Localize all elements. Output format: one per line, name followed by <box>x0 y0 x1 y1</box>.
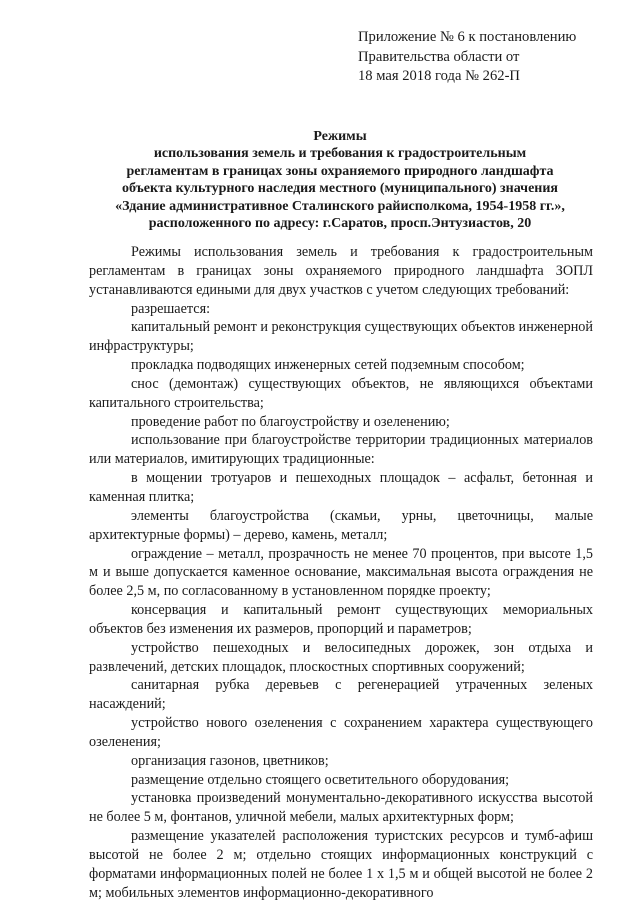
list-item: в мощении тротуаров и пешеходных площадок – асфальт, бетонная и каменная плитка; <box>89 470 593 505</box>
list-item: установка произведений монументально-декоративного искусства высотой не более 5 м, фонтанов, уличной мебели, малых архитектурных форм; <box>89 790 593 826</box>
heading-line-1: использования земель и требования к градостроительным <box>153 146 527 162</box>
list-item: организация газонов, цветников; <box>131 752 329 769</box>
permitted-label: разрешается: <box>131 300 211 317</box>
list-item: санитарная рубка деревьев с регенерацией утраченных зеленых насаждений; <box>89 677 593 713</box>
list-item: устройство нового озеленения с сохранением характера существующего озеленения; <box>89 715 593 750</box>
list-item: элементы благоустройства (скамьи, урны, цветочницы, малые архитектурные формы) – дерево, камень, металл; <box>89 507 593 543</box>
document-body <box>89 243 593 903</box>
appendix-line-1: Приложение № 6 к постановлению <box>358 29 577 45</box>
list-item: проведение работ по благоустройству и озеленению; <box>131 413 450 430</box>
list-item: капитальный ремонт и реконструкция существующих объектов инженерной инфраструктуры; <box>89 319 593 355</box>
heading-line-2: регламентам в границах зоны охраняемого природного ландшафта <box>126 163 554 179</box>
appendix-line-2: Правительства области от <box>358 48 520 65</box>
list-item: снос (демонтаж) существующих объектов, не являющихся объектами капитального строительства; <box>89 375 593 411</box>
list-item: прокладка подводящих инженерных сетей подземным способом; <box>131 357 525 374</box>
appendix-line-3: 18 мая 2018 года № 262-П <box>358 68 520 84</box>
intro-paragraph: Режимы использования земель и требования к градостроительным регламентам в границах зоны охраняемого природного ландшафта ЗОПЛ устанавливаются едиными для двух участков с учетом следующих требований: <box>89 244 593 298</box>
list-item: консервация и капитальный ремонт существующих мемориальных объектов без изменения их размеров, пропорций и параметров; <box>89 602 593 637</box>
list-item: устройство пешеходных и велосипедных дорожек, зон отдыха и развлечений, детских площадок, плоскостных спортивных сооружений; <box>89 639 593 675</box>
list-item: размещение отдельно стоящего осветительного оборудования; <box>131 771 510 788</box>
heading-line-5: расположенного по адресу: г.Саратов, просп.Энтузиастов, 20 <box>148 216 532 232</box>
document-heading <box>80 128 600 232</box>
list-item: использование при благоустройстве территории традиционных материалов или материалов, имитирующих традиционные: <box>89 432 593 468</box>
heading-line-4: «Здание административное Сталинского райисполкома, 1954-1958 гг.», <box>115 198 565 214</box>
appendix-note <box>358 28 576 87</box>
document-title: Режимы <box>313 129 367 144</box>
list-item: размещение указателей расположения туристских ресурсов и тумб-афиш высотой не более 2 м; отдельно стоящих информационных конструкций с форматами информационных полей не более 1 х 1,5 м и общей высотой не более 2 м; мобильных элементов информационно-декоративного <box>89 828 593 901</box>
list-item: ограждение – металл, прозрачность не менее 70 процентов, при высоте 1,5 м и выше допускается каменное основание, максимальная высота ограждения не более 2,5 м, по согласованному в установленном порядке проекту; <box>89 545 593 600</box>
heading-line-3: объекта культурного наследия местного (муниципального) значения <box>121 181 558 197</box>
